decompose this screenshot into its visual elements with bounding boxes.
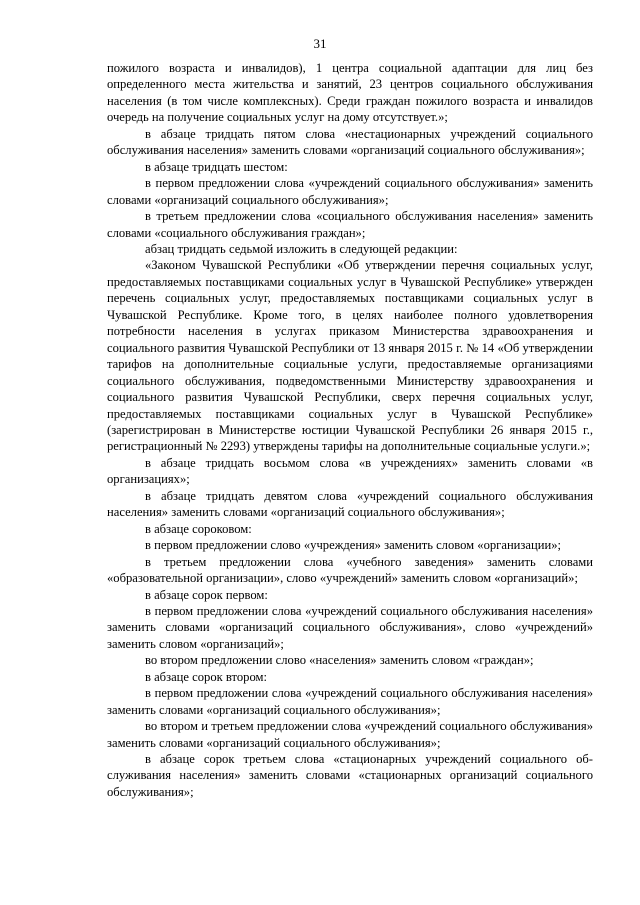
paragraph: в абзаце сороковом: [145,521,252,536]
paragraph: в абзаце тридцать шестом: [145,159,288,174]
paragraph: в третьем предложении слова «учебного заведения» заменить словами «образовательной организации», слово «учреждений» заменить словом «организаций»; [107,554,593,586]
page-number: 31 [313,36,327,51]
paragraph: в первом предложении слово «учреждения» заменить словом «организации»; [145,538,561,553]
paragraph-continuation: пожилого возраста и инвалидов), 1 центра социальной адаптации для лиц без определенного места жительства и занятий, 23 центров социального обслуживания населения (в том числе комплексных). Среди граждан пожилого возраста и инвалидов очередь на получение социальных услуг на дому отсутствует.»; [107,61,593,125]
paragraph: во втором и третьем предложении слова «учреждений социального обслуживания» заменить словами «организаций социального обслуживания»; [107,719,593,750]
paragraph: в абзаце сорок третьем слова «стационарных учреждений социального обслуживания населения» заменить словами «стационарных организаций социального обслуживания»; [107,752,593,799]
paragraph: в первом предложении слова «учреждений социального обслуживания населения» заменить словами «организаций социального обслуживания»; [107,686,593,717]
paragraph: во втором предложении слово «населения» заменить словом «граждан»; [145,653,534,668]
paragraph: в третьем предложении слова «социального обслуживания населения» заменить словами «социального обслуживания граждан»; [107,209,593,240]
paragraph: в абзаце тридцать пятом слова «нестационарных учреждений социального обслуживания населения» заменить словами «организаций социального обслуживания»; [107,126,593,158]
paragraph: в первом предложении слова «учреждений социального обслуживания» заменить словами «организаций социального обслуживания»; [107,176,593,207]
paragraph: в абзаце тридцать девятом слова «учреждений социального обслуживания населения» заменить словами «организаций социального обслуживания»; [107,488,593,520]
paragraph: в первом предложении слова «учреждений социального обслуживания населения» заменить словами «организаций социального обслуживания», слово «учреждений» заменить словом «организаций»; [107,603,593,651]
paragraph: в абзаце сорок втором: [145,669,267,684]
paragraph-quoted-law: «Законом Чувашской Республики «Об утверждении перечня социальных услуг, предоставляемых поставщиками социальных услуг в Чувашской Республике» утвержден перечень социальных услуг, предоставляемых поставщиками социальных услуг в Чувашской Республике. Кроме того, в целях наиболее полного удовлетворения потребности населения в услугах приказом Министерства здравоохранения и социального развития Чувашской Республики от 13 января 2015 г. № 14 «Об утверждении тарифов на дополнительные социальные услуги, предоставляемые организациями социального обслуживания, подведомственными Министерству здравоохранения и социального развития Чувашской Республики, сверх перечня социальных услуг, предоставляемых поставщиками социальных услуг в Чувашской Республике» (зарегистрирован в Министерстве юстиции Чувашской Республики 26 января 2015 г., регистрационный № 2293) утверждены тарифы на дополнительные социальные услуги.»; [107,258,593,454]
document-body [107,60,593,800]
paragraph: в абзаце тридцать восьмом слова «в учреждениях» заменить словами «в организациях»; [107,455,593,487]
paragraph: в абзаце сорок первом: [145,587,268,602]
paragraph: абзац тридцать седьмой изложить в следующей редакции: [145,241,458,256]
